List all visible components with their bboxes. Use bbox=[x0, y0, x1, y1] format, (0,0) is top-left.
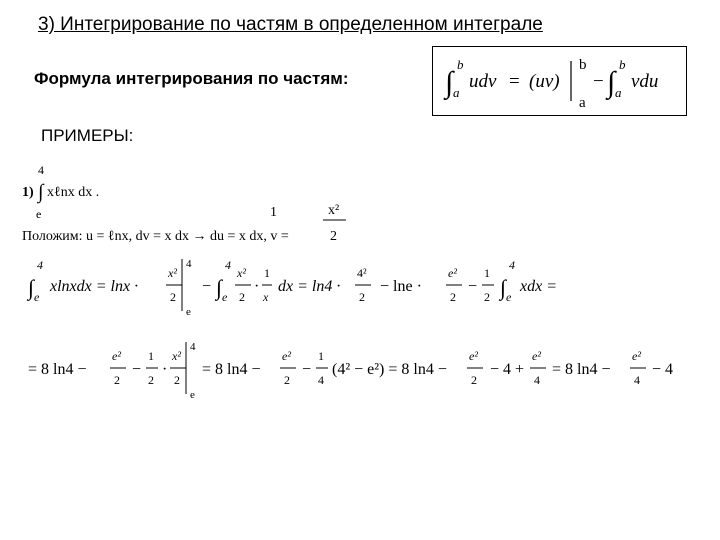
du-numerator: 1 bbox=[270, 205, 277, 220]
formula-label: Формула интегрирования по частям: bbox=[34, 69, 349, 88]
l2-minus4plus: − 4 + bbox=[490, 361, 525, 378]
v-denominator: 2 bbox=[330, 229, 337, 244]
l2-minus-2: − bbox=[302, 361, 312, 378]
l2-two: 2 bbox=[114, 373, 120, 387]
lower-limit: a bbox=[453, 85, 460, 100]
l2-start: = 8 ln4 − bbox=[28, 361, 87, 378]
lower-limit-2: a bbox=[615, 85, 622, 100]
l1-x2: x² bbox=[168, 266, 177, 280]
l2-two-2: 2 bbox=[148, 373, 154, 387]
l2-e2: e² bbox=[112, 349, 121, 363]
l1-minus: − bbox=[202, 278, 212, 295]
v-numerator: x² bbox=[328, 203, 340, 218]
ex1-lower: e bbox=[36, 207, 42, 221]
minus-sign: − bbox=[593, 71, 604, 92]
upper-limit: b bbox=[457, 57, 464, 72]
ex1-integral-sign: ∫ bbox=[38, 181, 44, 203]
l1-int2-upper: 4 bbox=[225, 258, 231, 272]
l1-eval-upper: 4 bbox=[186, 258, 192, 270]
l2-four: 4 bbox=[318, 373, 324, 387]
l1-lhs: xlnxdx = lnx · bbox=[50, 278, 139, 295]
uv-term: (uv) bbox=[529, 71, 560, 92]
l2-minus: − bbox=[132, 361, 142, 378]
l1-eval-lower: e bbox=[186, 306, 191, 318]
l2-two-3: 2 bbox=[174, 373, 180, 387]
left-integrand: udv bbox=[469, 71, 497, 92]
l1-integral: ∫ bbox=[28, 275, 35, 300]
l1-integral-3: ∫ bbox=[500, 275, 507, 300]
l1-int3-lower: e bbox=[506, 290, 512, 304]
l2-eq2: = 8 ln4 − bbox=[552, 361, 611, 378]
solution-line-2 bbox=[20, 338, 700, 403]
l2-four-3: 4 bbox=[634, 373, 640, 387]
l1-dot: · bbox=[254, 278, 260, 295]
l1-two-2: 2 bbox=[359, 290, 365, 304]
l2-dot: · bbox=[162, 361, 168, 378]
l2-x2: x² bbox=[172, 349, 181, 363]
l2-eval-upper: 4 bbox=[190, 341, 196, 353]
examples-heading: ПРИМЕРЫ: bbox=[41, 126, 134, 145]
l1-two-4: 2 bbox=[484, 290, 490, 304]
l1-int-lower: e bbox=[34, 290, 40, 304]
l2-eq1: = 8 ln4 − bbox=[202, 361, 261, 378]
l1-int3-upper: 4 bbox=[509, 258, 515, 272]
l1-frac-x2-num: x² bbox=[237, 266, 246, 280]
upper-limit-2: b bbox=[619, 57, 626, 72]
l1-integral-2: ∫ bbox=[216, 275, 223, 300]
l1-two-3: 2 bbox=[450, 290, 456, 304]
l2-e2-4: e² bbox=[532, 349, 541, 363]
l1-int2-lower: e bbox=[222, 290, 228, 304]
integral-sign: ∫ bbox=[445, 66, 454, 99]
equals-sign: = bbox=[509, 71, 520, 92]
l2-four-2: 4 bbox=[534, 373, 540, 387]
ex1-integrand: xℓnx dx . bbox=[47, 185, 100, 200]
l1-two: 2 bbox=[170, 290, 176, 304]
l1-one: 1 bbox=[264, 266, 270, 280]
substitution-line: Положим: u = ℓnx, dv = x dx → du = x dx, v = bbox=[22, 229, 289, 244]
l1-e2: e² bbox=[448, 266, 457, 280]
l2-paren: (4² − e²) = 8 ln4 − bbox=[332, 361, 447, 378]
ex1-number: 1) bbox=[22, 185, 34, 200]
formula-svg bbox=[433, 47, 688, 117]
right-integrand: vdu bbox=[631, 71, 659, 92]
l2-one-2: 1 bbox=[318, 349, 324, 363]
l2-one: 1 bbox=[148, 349, 154, 363]
l2-eval-lower: e bbox=[190, 389, 195, 401]
l1-four2: 4² bbox=[357, 266, 367, 280]
example-1 bbox=[18, 160, 438, 250]
l2-two-4: 2 bbox=[284, 373, 290, 387]
eval-upper: b bbox=[579, 57, 587, 73]
eval-lower: a bbox=[579, 95, 586, 111]
l1-int-upper: 4 bbox=[37, 258, 43, 272]
integral-sign-2: ∫ bbox=[607, 66, 616, 99]
integration-by-parts-formula bbox=[432, 46, 687, 116]
l1-dx-eq: dx = ln4 · bbox=[278, 278, 341, 295]
l1-minus-2: − bbox=[468, 278, 478, 295]
l1-frac-x2-den: 2 bbox=[239, 290, 245, 304]
l1-x: x bbox=[263, 290, 269, 304]
solution-line-1 bbox=[20, 255, 580, 320]
l2-e2-2: e² bbox=[282, 349, 291, 363]
l2-e2-5: e² bbox=[632, 349, 641, 363]
l2-e2-3: e² bbox=[469, 349, 478, 363]
ex1-upper: 4 bbox=[38, 163, 44, 177]
l2-end: − 4 bbox=[652, 361, 674, 378]
slide-title: 3) Интегрирование по частям в определенном интеграле bbox=[38, 14, 543, 35]
l1-xdx: xdx = bbox=[520, 278, 557, 295]
l2-two-5: 2 bbox=[471, 373, 477, 387]
l1-minus-lne: − lne · bbox=[380, 278, 422, 295]
l1-one-2: 1 bbox=[484, 266, 490, 280]
